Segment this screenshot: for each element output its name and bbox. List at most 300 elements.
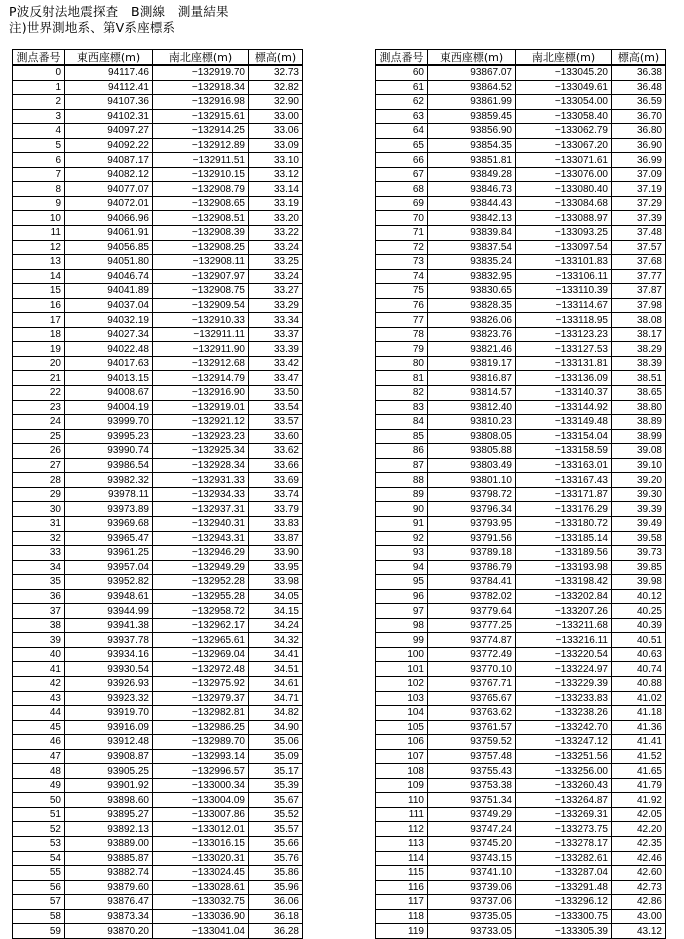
elevation-cell: 35.52 <box>249 807 303 822</box>
point-number-cell: 30 <box>13 502 65 517</box>
point-number-cell: 68 <box>376 182 428 197</box>
point-number-cell: 0 <box>13 65 65 80</box>
elevation-cell: 33.66 <box>249 458 303 473</box>
east-west-cell: 93747.24 <box>428 822 516 837</box>
east-west-cell: 93805.88 <box>428 444 516 459</box>
north-south-cell: −133167.43 <box>516 473 612 488</box>
north-south-cell: −132923.23 <box>153 429 249 444</box>
point-number-cell: 92 <box>376 531 428 546</box>
point-number-cell: 7 <box>13 167 65 182</box>
north-south-cell: −132925.34 <box>153 444 249 459</box>
east-west-cell: 94077.07 <box>65 182 153 197</box>
north-south-cell: −132931.33 <box>153 473 249 488</box>
east-west-cell: 93798.72 <box>428 487 516 502</box>
east-west-cell: 93912.48 <box>65 735 153 750</box>
north-south-cell: −132919.01 <box>153 400 249 415</box>
table-row <box>376 95 666 110</box>
east-west-cell: 93844.43 <box>428 196 516 211</box>
point-number-cell: 41 <box>13 662 65 677</box>
north-south-cell: −132975.92 <box>153 676 249 691</box>
east-west-cell: 93812.40 <box>428 400 516 415</box>
table-row <box>376 327 666 342</box>
table-row <box>13 284 303 299</box>
east-west-cell: 93849.28 <box>428 167 516 182</box>
north-south-cell: −132965.61 <box>153 633 249 648</box>
point-number-cell: 88 <box>376 473 428 488</box>
point-number-cell: 31 <box>13 516 65 531</box>
table-row <box>13 196 303 211</box>
east-west-cell: 93801.10 <box>428 473 516 488</box>
table-row <box>376 473 666 488</box>
table-row <box>376 706 666 721</box>
point-number-cell: 106 <box>376 735 428 750</box>
north-south-cell: −132993.14 <box>153 749 249 764</box>
point-number-cell: 72 <box>376 240 428 255</box>
east-west-cell: 93784.41 <box>428 575 516 590</box>
east-west-cell: 94112.41 <box>65 80 153 95</box>
survey-table-left-body <box>13 65 303 938</box>
east-west-cell: 93901.92 <box>65 778 153 793</box>
table-row <box>376 138 666 153</box>
elevation-cell: 33.37 <box>249 327 303 342</box>
point-number-cell: 101 <box>376 662 428 677</box>
east-west-cell: 94013.15 <box>65 371 153 386</box>
north-south-cell: −133296.12 <box>516 895 612 910</box>
elevation-cell: 39.39 <box>612 502 666 517</box>
east-west-cell: 93837.54 <box>428 240 516 255</box>
table-row <box>376 851 666 866</box>
east-west-cell: 93937.78 <box>65 633 153 648</box>
elevation-cell: 42.05 <box>612 807 666 822</box>
north-south-cell: −132912.68 <box>153 356 249 371</box>
elevation-cell: 40.51 <box>612 633 666 648</box>
elevation-cell: 34.61 <box>249 676 303 691</box>
east-west-cell: 93957.04 <box>65 560 153 575</box>
table-row <box>13 502 303 517</box>
table-row <box>13 138 303 153</box>
point-number-cell: 43 <box>13 691 65 706</box>
elevation-cell: 33.42 <box>249 356 303 371</box>
elevation-cell: 37.09 <box>612 167 666 182</box>
point-number-cell: 38 <box>13 618 65 633</box>
north-south-cell: −133282.61 <box>516 851 612 866</box>
point-number-cell: 21 <box>13 371 65 386</box>
east-west-cell: 93999.70 <box>65 415 153 430</box>
table-row <box>13 735 303 750</box>
elevation-cell: 33.24 <box>249 269 303 284</box>
point-number-cell: 70 <box>376 211 428 226</box>
point-number-cell: 85 <box>376 429 428 444</box>
table-row <box>376 502 666 517</box>
table-row <box>376 429 666 444</box>
document-title-block <box>9 4 229 36</box>
table-row <box>376 807 666 822</box>
point-number-cell: 57 <box>13 895 65 910</box>
point-number-cell: 97 <box>376 604 428 619</box>
table-row <box>13 546 303 561</box>
table-header-row <box>13 50 303 66</box>
east-west-cell: 94051.80 <box>65 255 153 270</box>
table-row <box>13 226 303 241</box>
table-row <box>376 618 666 633</box>
east-west-cell: 93757.48 <box>428 749 516 764</box>
table-row <box>13 80 303 95</box>
point-number-cell: 27 <box>13 458 65 473</box>
point-number-cell: 83 <box>376 400 428 415</box>
point-number-cell: 19 <box>13 342 65 357</box>
table-row <box>376 240 666 255</box>
point-number-cell: 54 <box>13 851 65 866</box>
table-row <box>376 313 666 328</box>
elevation-cell: 34.51 <box>249 662 303 677</box>
elevation-cell: 41.36 <box>612 720 666 735</box>
east-west-cell: 93948.61 <box>65 589 153 604</box>
elevation-cell: 33.10 <box>249 153 303 168</box>
east-west-cell: 94022.48 <box>65 342 153 357</box>
table-row <box>376 589 666 604</box>
table-row <box>376 531 666 546</box>
east-west-cell: 93846.73 <box>428 182 516 197</box>
table-row <box>13 633 303 648</box>
east-west-cell: 93908.87 <box>65 749 153 764</box>
table-row <box>376 516 666 531</box>
table-row <box>13 313 303 328</box>
elevation-cell: 34.90 <box>249 720 303 735</box>
east-west-cell: 93765.67 <box>428 691 516 706</box>
header-north-south: 南北座標(m) <box>516 50 612 66</box>
north-south-cell: −132919.70 <box>153 65 249 80</box>
point-number-cell: 52 <box>13 822 65 837</box>
elevation-cell: 33.39 <box>249 342 303 357</box>
table-row <box>376 124 666 139</box>
elevation-cell: 39.08 <box>612 444 666 459</box>
point-number-cell: 11 <box>13 226 65 241</box>
east-west-cell: 93814.57 <box>428 386 516 401</box>
north-south-cell: −133278.17 <box>516 836 612 851</box>
elevation-cell: 34.24 <box>249 618 303 633</box>
north-south-cell: −132910.33 <box>153 313 249 328</box>
table-row <box>376 80 666 95</box>
table-row <box>13 240 303 255</box>
table-row <box>13 822 303 837</box>
point-number-cell: 102 <box>376 676 428 691</box>
north-south-cell: −133291.48 <box>516 880 612 895</box>
east-west-cell: 93823.76 <box>428 327 516 342</box>
north-south-cell: −133110.39 <box>516 284 612 299</box>
point-number-cell: 87 <box>376 458 428 473</box>
north-south-cell: −133045.20 <box>516 65 612 80</box>
point-number-cell: 63 <box>376 109 428 124</box>
north-south-cell: −133305.39 <box>516 924 612 939</box>
elevation-cell: 33.14 <box>249 182 303 197</box>
north-south-cell: −132940.31 <box>153 516 249 531</box>
north-south-cell: −133020.31 <box>153 851 249 866</box>
table-row <box>376 226 666 241</box>
east-west-cell: 93995.23 <box>65 429 153 444</box>
point-number-cell: 46 <box>13 735 65 750</box>
elevation-cell: 34.05 <box>249 589 303 604</box>
point-number-cell: 75 <box>376 284 428 299</box>
point-number-cell: 105 <box>376 720 428 735</box>
table-row <box>376 749 666 764</box>
point-number-cell: 49 <box>13 778 65 793</box>
elevation-cell: 33.29 <box>249 298 303 313</box>
east-west-cell: 93870.20 <box>65 924 153 939</box>
table-row <box>13 575 303 590</box>
east-west-cell: 93856.90 <box>428 124 516 139</box>
elevation-cell: 34.15 <box>249 604 303 619</box>
point-number-cell: 9 <box>13 196 65 211</box>
east-west-cell: 93796.34 <box>428 502 516 517</box>
table-row <box>13 400 303 415</box>
east-west-cell: 94037.04 <box>65 298 153 313</box>
table-row <box>376 298 666 313</box>
table-row <box>376 400 666 415</box>
table-row <box>376 764 666 779</box>
elevation-cell: 37.87 <box>612 284 666 299</box>
north-south-cell: −133180.72 <box>516 516 612 531</box>
table-row <box>13 95 303 110</box>
east-west-cell: 93830.65 <box>428 284 516 299</box>
north-south-cell: −132911.11 <box>153 327 249 342</box>
north-south-cell: −133198.42 <box>516 575 612 590</box>
table-row <box>13 866 303 881</box>
table-row <box>376 109 666 124</box>
east-west-cell: 93810.23 <box>428 415 516 430</box>
north-south-cell: −133264.87 <box>516 793 612 808</box>
elevation-cell: 35.66 <box>249 836 303 851</box>
east-west-cell: 93919.70 <box>65 706 153 721</box>
east-west-cell: 93745.20 <box>428 836 516 851</box>
north-south-cell: −132921.12 <box>153 415 249 430</box>
elevation-cell: 33.47 <box>249 371 303 386</box>
elevation-cell: 42.73 <box>612 880 666 895</box>
elevation-cell: 38.08 <box>612 313 666 328</box>
east-west-cell: 93770.10 <box>428 662 516 677</box>
north-south-cell: −132908.51 <box>153 211 249 226</box>
point-number-cell: 113 <box>376 836 428 851</box>
north-south-cell: −133202.84 <box>516 589 612 604</box>
point-number-cell: 40 <box>13 647 65 662</box>
elevation-cell: 38.80 <box>612 400 666 415</box>
table-row <box>13 167 303 182</box>
east-west-cell: 93944.99 <box>65 604 153 619</box>
table-row <box>376 691 666 706</box>
elevation-cell: 41.65 <box>612 764 666 779</box>
elevation-cell: 38.29 <box>612 342 666 357</box>
point-number-cell: 16 <box>13 298 65 313</box>
elevation-cell: 33.22 <box>249 226 303 241</box>
point-number-cell: 6 <box>13 153 65 168</box>
north-south-cell: −132928.34 <box>153 458 249 473</box>
table-row <box>376 822 666 837</box>
point-number-cell: 84 <box>376 415 428 430</box>
table-row <box>13 807 303 822</box>
east-west-cell: 93876.47 <box>65 895 153 910</box>
north-south-cell: −133136.09 <box>516 371 612 386</box>
point-number-cell: 18 <box>13 327 65 342</box>
north-south-cell: −133154.04 <box>516 429 612 444</box>
east-west-cell: 93969.68 <box>65 516 153 531</box>
north-south-cell: −133080.40 <box>516 182 612 197</box>
point-number-cell: 79 <box>376 342 428 357</box>
north-south-cell: −133207.26 <box>516 604 612 619</box>
elevation-cell: 38.89 <box>612 415 666 430</box>
point-number-cell: 86 <box>376 444 428 459</box>
elevation-cell: 36.90 <box>612 138 666 153</box>
elevation-cell: 35.86 <box>249 866 303 881</box>
point-number-cell: 3 <box>13 109 65 124</box>
elevation-cell: 33.06 <box>249 124 303 139</box>
east-west-cell: 94092.22 <box>65 138 153 153</box>
north-south-cell: −132962.17 <box>153 618 249 633</box>
point-number-cell: 17 <box>13 313 65 328</box>
table-row <box>13 909 303 924</box>
elevation-cell: 37.19 <box>612 182 666 197</box>
east-west-cell: 94102.31 <box>65 109 153 124</box>
elevation-cell: 37.39 <box>612 211 666 226</box>
east-west-cell: 93753.38 <box>428 778 516 793</box>
table-row <box>376 371 666 386</box>
north-south-cell: −132908.11 <box>153 255 249 270</box>
table-row <box>13 720 303 735</box>
north-south-cell: −132918.34 <box>153 80 249 95</box>
elevation-cell: 33.24 <box>249 240 303 255</box>
north-south-cell: −132916.90 <box>153 386 249 401</box>
table-row <box>376 720 666 735</box>
east-west-cell: 93952.82 <box>65 575 153 590</box>
table-row <box>13 211 303 226</box>
north-south-cell: −133076.00 <box>516 167 612 182</box>
header-elevation: 標高(m) <box>612 50 666 66</box>
elevation-cell: 36.99 <box>612 153 666 168</box>
point-number-cell: 67 <box>376 167 428 182</box>
elevation-cell: 33.34 <box>249 313 303 328</box>
table-row <box>376 633 666 648</box>
elevation-cell: 35.76 <box>249 851 303 866</box>
elevation-cell: 37.98 <box>612 298 666 313</box>
east-west-cell: 93864.52 <box>428 80 516 95</box>
table-row <box>376 167 666 182</box>
elevation-cell: 37.57 <box>612 240 666 255</box>
point-number-cell: 108 <box>376 764 428 779</box>
elevation-cell: 36.59 <box>612 95 666 110</box>
east-west-cell: 93934.16 <box>65 647 153 662</box>
table-row <box>13 895 303 910</box>
elevation-cell: 35.96 <box>249 880 303 895</box>
north-south-cell: −133114.67 <box>516 298 612 313</box>
east-west-cell: 93763.62 <box>428 706 516 721</box>
east-west-cell: 94097.27 <box>65 124 153 139</box>
east-west-cell: 93916.09 <box>65 720 153 735</box>
point-number-cell: 14 <box>13 269 65 284</box>
east-west-cell: 94072.01 <box>65 196 153 211</box>
elevation-cell: 42.46 <box>612 851 666 866</box>
elevation-cell: 33.25 <box>249 255 303 270</box>
elevation-cell: 37.68 <box>612 255 666 270</box>
north-south-cell: −133158.59 <box>516 444 612 459</box>
point-number-cell: 29 <box>13 487 65 502</box>
table-row <box>13 516 303 531</box>
point-number-cell: 80 <box>376 356 428 371</box>
north-south-cell: −132952.28 <box>153 575 249 590</box>
north-south-cell: −133273.75 <box>516 822 612 837</box>
table-row <box>13 371 303 386</box>
east-west-cell: 93895.27 <box>65 807 153 822</box>
elevation-cell: 38.51 <box>612 371 666 386</box>
north-south-cell: −132912.89 <box>153 138 249 153</box>
elevation-cell: 40.12 <box>612 589 666 604</box>
point-number-cell: 1 <box>13 80 65 95</box>
table-row <box>376 560 666 575</box>
elevation-cell: 33.79 <box>249 502 303 517</box>
north-south-cell: −132914.79 <box>153 371 249 386</box>
point-number-cell: 33 <box>13 546 65 561</box>
point-number-cell: 24 <box>13 415 65 430</box>
north-south-cell: −133242.70 <box>516 720 612 735</box>
east-west-cell: 93749.29 <box>428 807 516 822</box>
east-west-cell: 93789.18 <box>428 546 516 561</box>
table-row <box>13 109 303 124</box>
elevation-cell: 41.02 <box>612 691 666 706</box>
east-west-cell: 94046.74 <box>65 269 153 284</box>
point-number-cell: 62 <box>376 95 428 110</box>
elevation-cell: 36.18 <box>249 909 303 924</box>
east-west-cell: 93735.05 <box>428 909 516 924</box>
east-west-cell: 93774.87 <box>428 633 516 648</box>
point-number-cell: 115 <box>376 866 428 881</box>
table-row <box>13 618 303 633</box>
table-row <box>376 909 666 924</box>
elevation-cell: 33.27 <box>249 284 303 299</box>
point-number-cell: 71 <box>376 226 428 241</box>
point-number-cell: 69 <box>376 196 428 211</box>
table-row <box>13 793 303 808</box>
point-number-cell: 98 <box>376 618 428 633</box>
point-number-cell: 42 <box>13 676 65 691</box>
east-west-cell: 93842.13 <box>428 211 516 226</box>
north-south-cell: −133058.40 <box>516 109 612 124</box>
north-south-cell: −133024.45 <box>153 866 249 881</box>
point-number-cell: 109 <box>376 778 428 793</box>
north-south-cell: −133118.95 <box>516 313 612 328</box>
east-west-cell: 94008.67 <box>65 386 153 401</box>
point-number-cell: 59 <box>13 924 65 939</box>
table-row <box>376 735 666 750</box>
east-west-cell: 93777.25 <box>428 618 516 633</box>
elevation-cell: 36.80 <box>612 124 666 139</box>
east-west-cell: 93737.06 <box>428 895 516 910</box>
point-number-cell: 118 <box>376 909 428 924</box>
point-number-cell: 20 <box>13 356 65 371</box>
document-title: P波反射法地震探査 B測線 測量結果 <box>9 4 229 19</box>
east-west-cell: 93839.84 <box>428 226 516 241</box>
elevation-cell: 35.17 <box>249 764 303 779</box>
north-south-cell: −133101.83 <box>516 255 612 270</box>
table-row <box>376 836 666 851</box>
table-row <box>376 211 666 226</box>
north-south-cell: −133149.48 <box>516 415 612 430</box>
table-row <box>376 356 666 371</box>
elevation-cell: 40.63 <box>612 647 666 662</box>
east-west-cell: 93739.06 <box>428 880 516 895</box>
point-number-cell: 15 <box>13 284 65 299</box>
point-number-cell: 95 <box>376 575 428 590</box>
east-west-cell: 93821.46 <box>428 342 516 357</box>
elevation-cell: 33.20 <box>249 211 303 226</box>
east-west-cell: 93898.60 <box>65 793 153 808</box>
point-number-cell: 100 <box>376 647 428 662</box>
